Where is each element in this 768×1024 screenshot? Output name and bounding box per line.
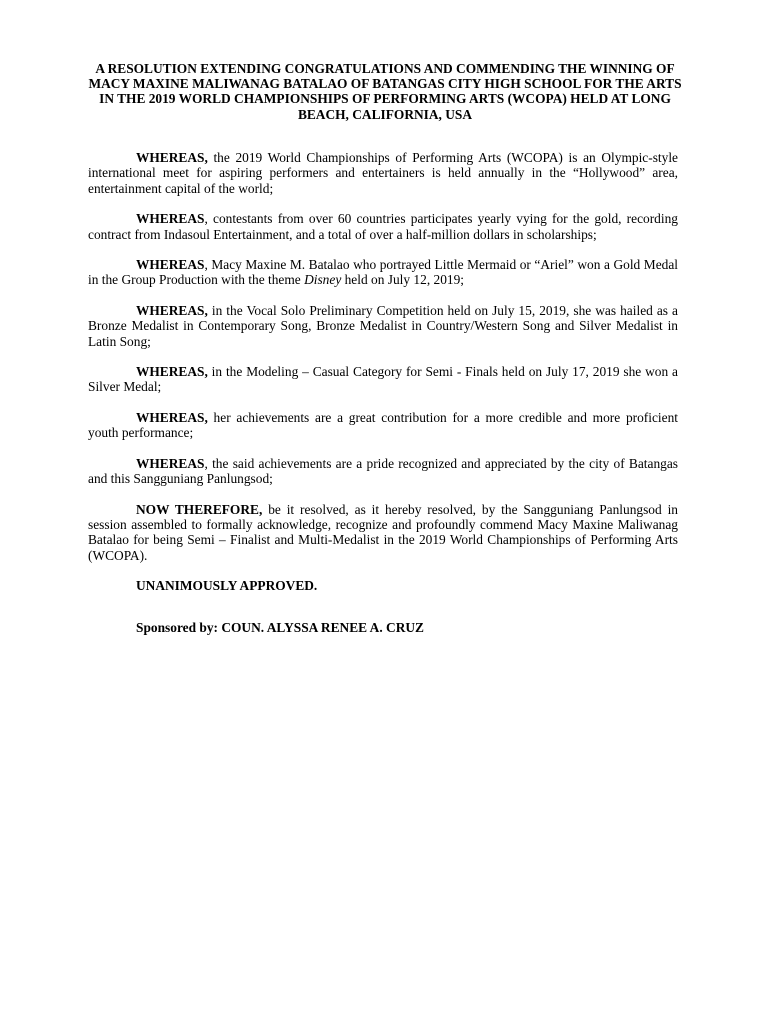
whereas-paragraph-6 — [88, 410, 678, 441]
paragraph-text: be it resolved, as it hereby resolved, by the Sangguniang Panlungsod in session assembled to formally acknowledge, recognize and profoundly commend Macy Maxine Maliwanag Batalao for being Semi – Finalist and Multi-Medalist in the 2019 World Championships of Performing Arts (WCOPA). — [88, 501, 678, 563]
paragraph-lead: WHEREAS — [136, 455, 205, 471]
paragraph-lead: WHEREAS, — [136, 364, 208, 380]
paragraph-text: in the Modeling – Casual Category for Semi - Finals held on July 17, 2019 she won a Silver Medal; — [88, 364, 678, 395]
paragraph-text: her achievements are a great contribution for a more credible and more proficient youth performance; — [88, 409, 678, 441]
resolution-title: A RESOLUTION EXTENDING CONGRATULATIONS AND COMMENDING THE WINNING OF MACY MAXINE MALIWANAG BATALAO OF BATANGAS CITY HIGH SCHOOL FOR THE ARTS IN THE 2019 WORLD CHAMPIONSHIPS OF PERFORMING ARTS (WCOPA) HELD AT LONG BEACH, CALIFORNIA, USA — [88, 61, 682, 122]
whereas-paragraph-4 — [88, 303, 678, 349]
paragraph-lead: WHEREAS — [136, 211, 205, 227]
whereas-paragraph-1 — [88, 150, 678, 196]
paragraph-text: , contestants from over 60 countries participates yearly vying for the gold, recording contract from Indasoul Entertainment, and a total of over a half-million dollars in scholarships; — [88, 211, 678, 242]
paragraph-text: the 2019 World Championships of Performing Arts (WCOPA) is an Olympic-style international meet for aspiring performers and entertainers is held annually in the “Hollywood” area, entertainment capital of the world; — [88, 150, 678, 196]
paragraph-lead: WHEREAS, — [136, 150, 208, 165]
resolution-body — [88, 150, 678, 635]
now-therefore-paragraph — [88, 502, 678, 564]
paragraph-lead: WHEREAS — [136, 257, 205, 273]
paragraph-text: in the Vocal Solo Preliminary Competition held on July 15, 2019, she was hailed as a Bronze Medalist in Contemporary Song, Bronze Medalist in Country/Western Song and Silver Medalist in Latin Song; — [88, 302, 678, 349]
whereas-paragraph-3 — [88, 257, 678, 288]
paragraph-text: , Macy Maxine M. Batalao who portrayed Little Mermaid or “Ariel” won a Gold Medal in the Group Production with the theme — [88, 257, 678, 288]
paragraph-italic-theme: Disney — [304, 272, 342, 288]
sponsor-line: Sponsored by: COUN. ALYSSA RENEE A. CRUZ — [136, 619, 424, 635]
paragraph-lead: WHEREAS, — [136, 302, 208, 318]
whereas-paragraph-2 — [88, 211, 678, 242]
whereas-paragraph-7 — [88, 456, 678, 487]
paragraph-text: , the said achievements are a pride recognized and appreciated by the city of Batangas and this Sangguniang Panlungsod; — [88, 455, 678, 487]
paragraph-lead: WHEREAS, — [136, 409, 208, 425]
approval-line: UNANIMOUSLY APPROVED. — [136, 578, 318, 594]
paragraph-text-after: held on July 12, 2019; — [341, 272, 465, 288]
paragraph-lead: NOW THEREFORE, — [136, 501, 263, 517]
whereas-paragraph-5 — [88, 364, 678, 395]
